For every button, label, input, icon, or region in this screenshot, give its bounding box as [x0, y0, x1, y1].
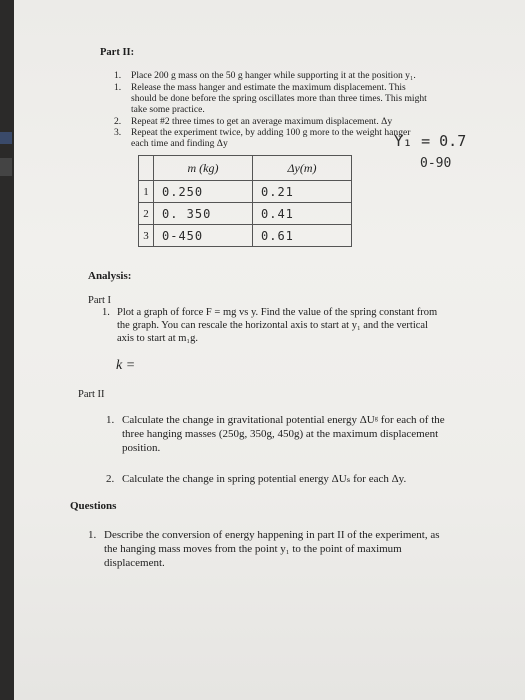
table-header-index	[139, 156, 154, 181]
table-row-index: 2	[139, 203, 154, 225]
table-row-index: 3	[139, 225, 154, 247]
question-number: 1.	[88, 529, 97, 541]
question-text: Describe the conversion of energy happening in part II of the experiment, as	[104, 529, 440, 541]
step-text: Repeat #2 three times to get an average maximum displacement. Δy	[131, 116, 393, 127]
part2-header: Part II:	[100, 47, 135, 58]
part2-item-text: Calculate the change in spring potential energy ΔUₛ for each Δy.	[122, 473, 407, 485]
questions-heading: Questions	[70, 500, 117, 512]
part2-item-text: three hanging masses (250g, 350g, 450g) at the maximum displacement	[122, 428, 439, 440]
part1-item-text: Plot a graph of force F = mg vs y. Find the value of the spring constant from	[117, 307, 438, 318]
part1-item-number: 1.	[102, 307, 110, 318]
step-text: should be done before the spring oscillates more than three times. This might	[131, 93, 427, 104]
table-cell-mass: 0.250	[154, 181, 253, 203]
background-edge	[0, 0, 14, 700]
table-cell-mass: 0. 350	[154, 203, 253, 225]
part2-item-number: 2.	[106, 473, 115, 485]
step-number: 3.	[114, 127, 122, 138]
part2-item-text: Calculate the change in gravitational potential energy ΔUᵍ for each of the	[122, 414, 445, 426]
step-number: 1.	[114, 82, 122, 93]
table-header-row	[139, 156, 352, 181]
part1-label: Part I	[88, 295, 112, 306]
part2-label: Part II	[78, 389, 105, 400]
table-cell-displacement: 0.41	[253, 203, 352, 225]
table-row-index: 1	[139, 181, 154, 203]
worksheet-page	[14, 0, 525, 700]
table-row	[139, 225, 352, 247]
table-cell-displacement: 0.61	[253, 225, 352, 247]
table-row	[139, 203, 352, 225]
part1-item-text: the graph. You can rescale the horizontal axis to start at y₁ and the vertical	[117, 320, 428, 331]
handwritten-y1-note: Y₁ = 0.7	[394, 132, 467, 150]
part2-item-number: 1.	[106, 414, 115, 426]
background-tab	[0, 158, 12, 176]
table-cell-displacement: 0.21	[253, 181, 352, 203]
part1-item-text: axis to start at m₁g.	[117, 333, 198, 344]
table-row	[139, 181, 352, 203]
table-cell-mass: 0-450	[154, 225, 253, 247]
question-text: the hanging mass moves from the point y₁ to the point of maximum	[104, 543, 402, 555]
background-tab	[0, 132, 12, 144]
step-number: 1.	[114, 70, 122, 81]
step-number: 2.	[114, 116, 122, 127]
handwritten-y1-value: 0-90	[420, 156, 452, 171]
part2-item-text: position.	[122, 442, 161, 454]
step-text: Repeat the experiment twice, by adding 100 g more to the weight hanger	[131, 127, 411, 138]
data-table	[138, 155, 352, 247]
step-text: each time and finding Δy	[131, 138, 228, 149]
step-text: Place 200 g mass on the 50 g hanger while supporting it at the position y₁.	[131, 70, 416, 81]
table-header-displacement: Δy(m)	[253, 156, 352, 181]
step-text: take some practice.	[131, 104, 205, 115]
step-text: Release the mass hanger and estimate the maximum displacement. This	[131, 82, 406, 93]
table-header-mass: m (kg)	[154, 156, 253, 181]
analysis-heading: Analysis:	[88, 270, 132, 282]
question-text: displacement.	[104, 557, 165, 569]
spring-constant-label: k =	[116, 358, 136, 373]
